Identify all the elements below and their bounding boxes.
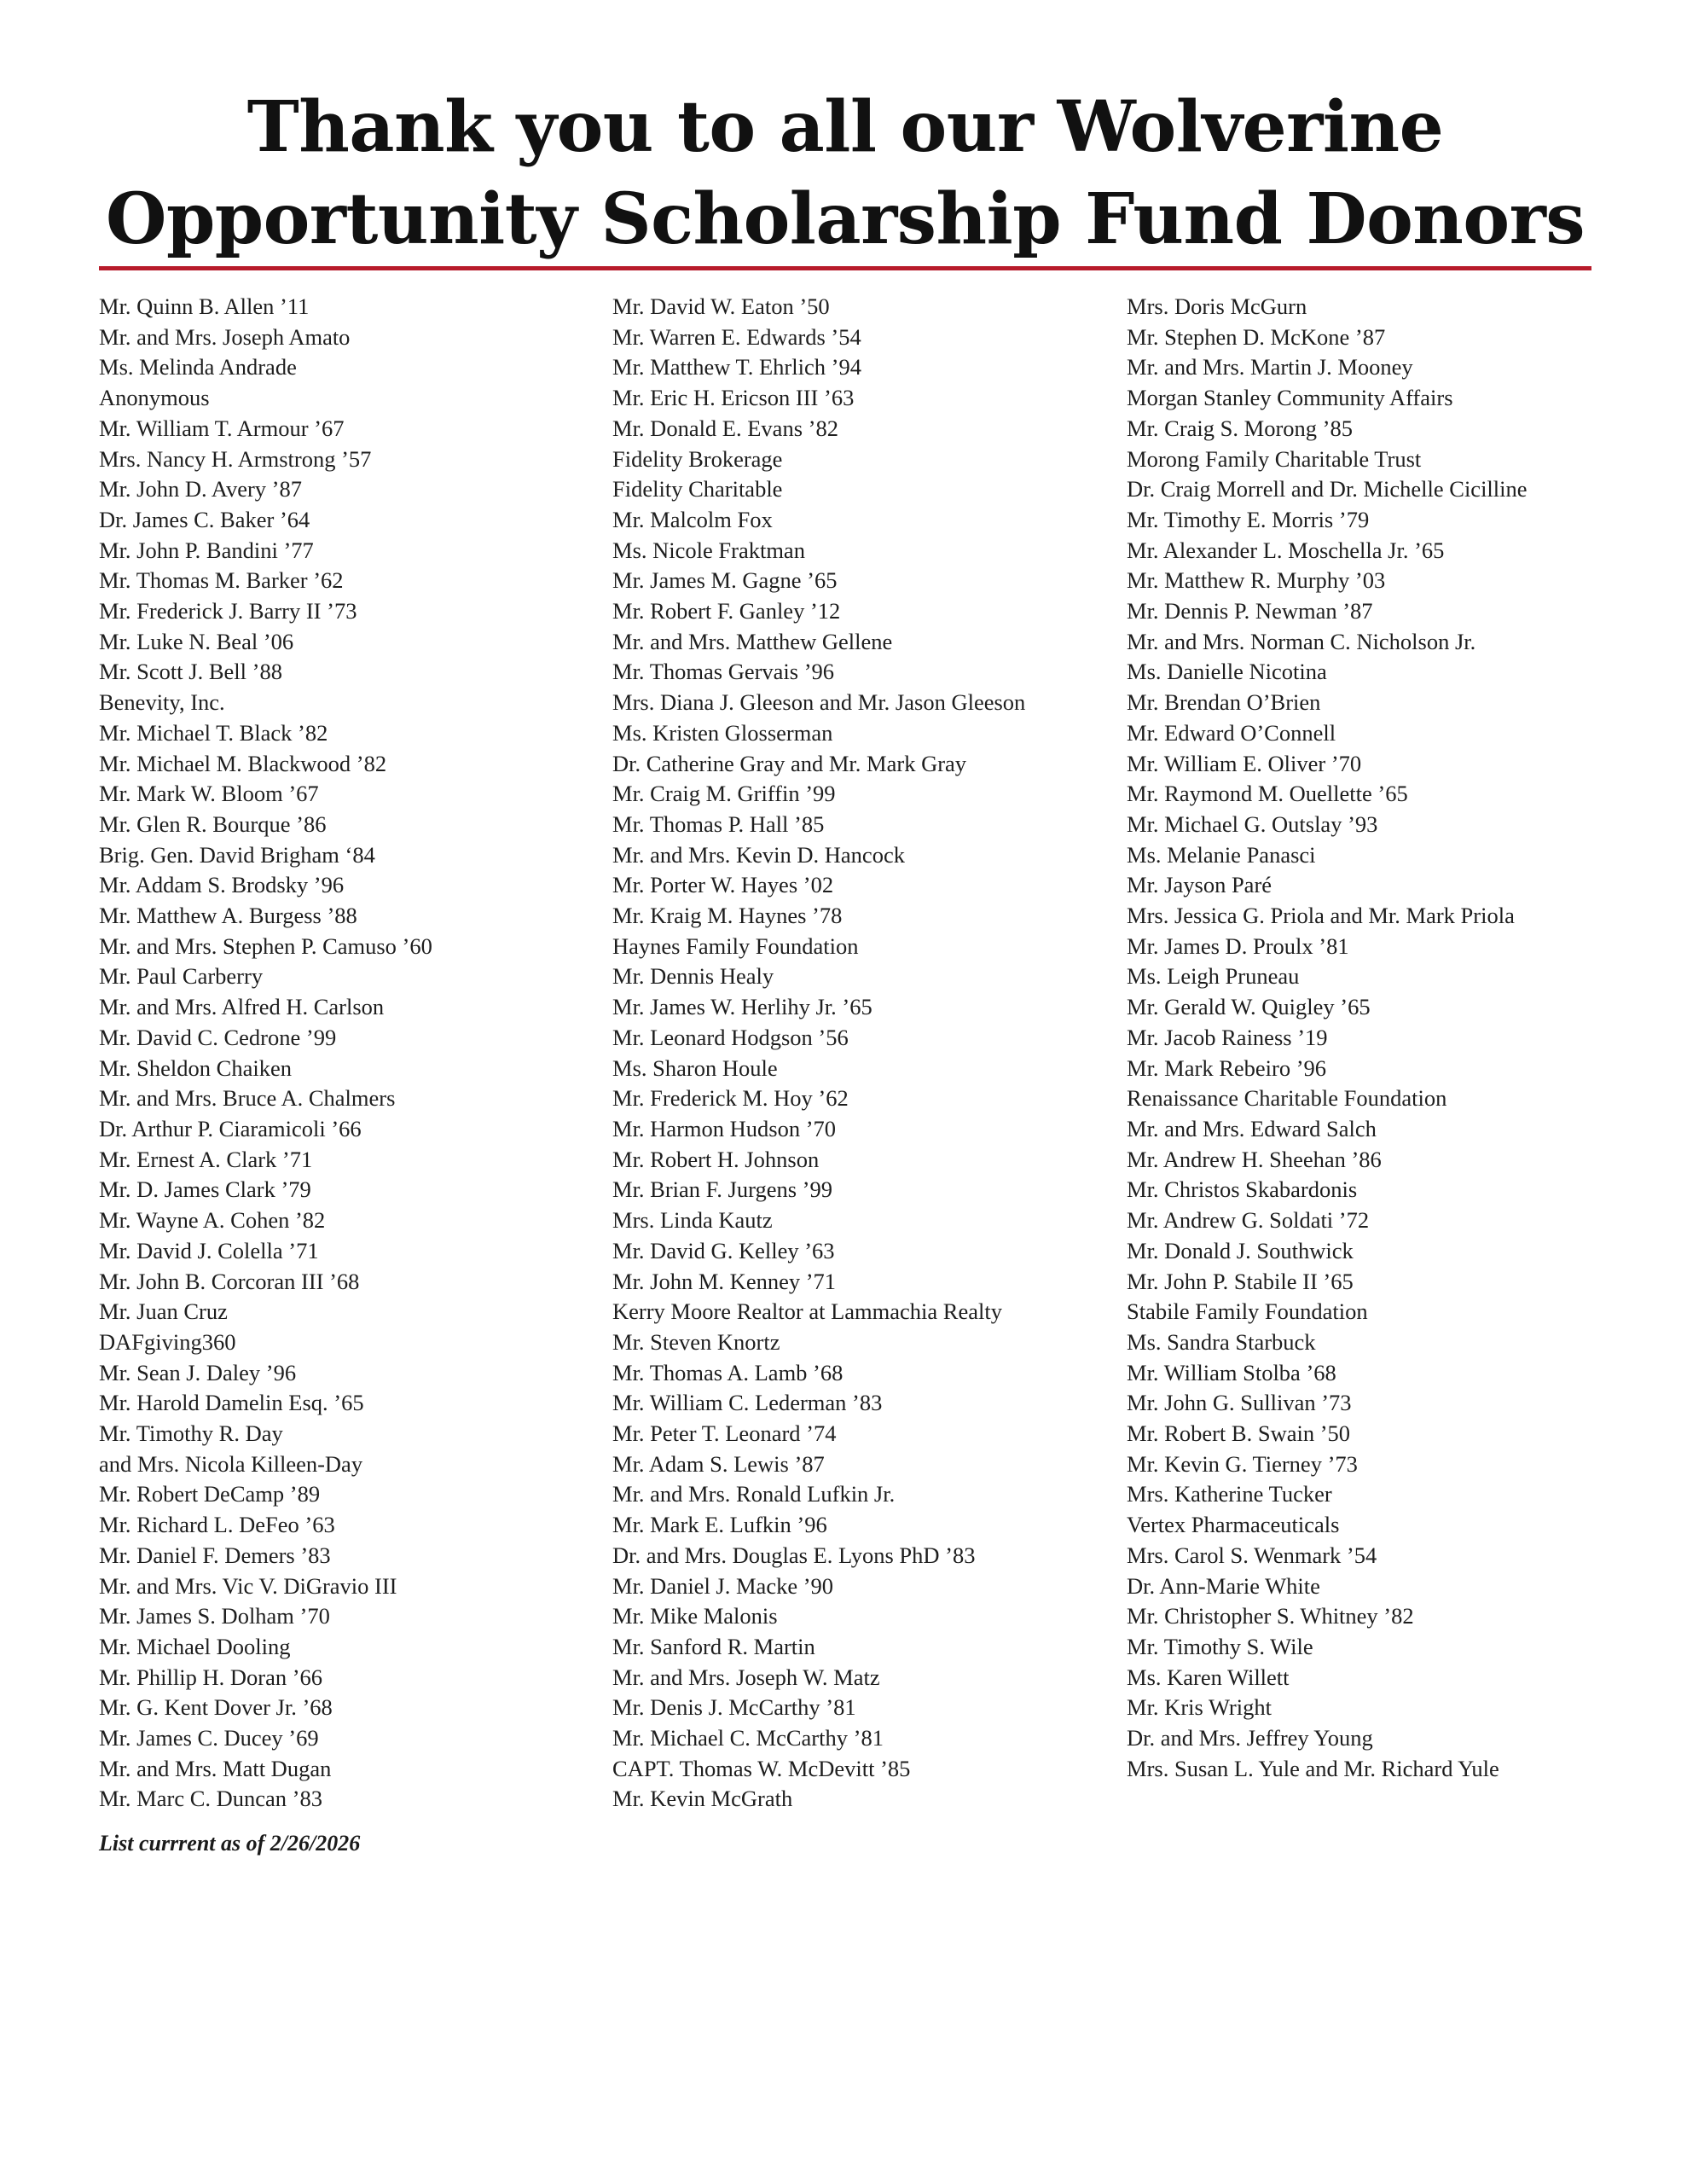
donor-name: Mrs. Susan L. Yule and Mr. Richard Yule <box>1127 1755 1499 1781</box>
donor-name: Dr. and Mrs. Douglas E. Lyons PhD ’83 <box>612 1542 976 1568</box>
donor-name: Mr. Thomas P. Hall ’85 <box>612 810 825 837</box>
donor-name: Mr. Marc C. Duncan ’83 <box>99 1786 322 1812</box>
donor-name: Mr. Mark Rebeiro ’96 <box>1127 1054 1327 1081</box>
donor-name: Mr. Adam S. Lewis ’87 <box>612 1450 825 1477</box>
donor-name: Mr. David J. Colella ’71 <box>99 1237 319 1263</box>
donor-name: Mr. G. Kent Dover Jr. ’68 <box>99 1694 333 1721</box>
donor-name: Fidelity Charitable <box>612 476 783 502</box>
donor-name: Morong Family Charitable Trust <box>1127 445 1422 472</box>
donor-name: Mr. Harmon Hudson ’70 <box>612 1115 837 1141</box>
donor-name: Renaissance Charitable Foundation <box>1127 1085 1447 1112</box>
donor-name: Mr. Mike Malonis <box>612 1603 778 1629</box>
donor-name: Ms. Danielle Nicotina <box>1127 659 1327 685</box>
donor-name: Mr. Sanford R. Martin <box>612 1633 815 1659</box>
donor-name: Dr. Craig Morrell and Dr. Michelle Cicilline <box>1127 476 1528 502</box>
donor-name: Mr. James D. Proulx ’81 <box>1127 932 1349 959</box>
donor-name: Mr. David W. Eaton ’50 <box>612 293 830 319</box>
donor-name: Ms. Karen Willett <box>1127 1664 1290 1690</box>
donor-column-1 <box>99 292 432 1815</box>
donor-name: Mr. John G. Sullivan ’73 <box>1127 1390 1352 1416</box>
donor-name: Mr. Wayne A. Cohen ’82 <box>99 1207 326 1234</box>
donor-name: Morgan Stanley Community Affairs <box>1127 385 1453 411</box>
donor-name: Mr. Harold Damelin Esq. ’65 <box>99 1390 364 1416</box>
donor-name: Mr. and Mrs. Joseph W. Matz <box>612 1664 880 1690</box>
donor-name: Mr. Sheldon Chaiken <box>99 1054 292 1081</box>
donor-name: Vertex Pharmaceuticals <box>1127 1512 1340 1538</box>
donor-name: Stabile Family Foundation <box>1127 1298 1368 1325</box>
donor-name: Mr. John M. Kenney ’71 <box>612 1268 837 1294</box>
donor-name: Mr. Steven Knortz <box>612 1328 780 1355</box>
donor-name: Mr. Timothy E. Morris ’79 <box>1127 506 1370 532</box>
donor-name: Mr. Andrew G. Soldati ’72 <box>1127 1207 1370 1234</box>
donor-name: Mr. Paul Carberry <box>99 963 264 990</box>
donor-name: Mr. Luke N. Beal ’06 <box>99 628 294 654</box>
donor-name: Mr. and Mrs. Matt Dugan <box>99 1755 332 1781</box>
donor-name: Dr. Ann-Marie White <box>1127 1572 1320 1599</box>
donor-name: Mrs. Nancy H. Armstrong ’57 <box>99 445 372 472</box>
donor-name: Mr. Mark E. Lufkin ’96 <box>612 1512 827 1538</box>
donor-name: Mr. Porter W. Hayes ’02 <box>612 872 834 898</box>
donor-name: Mr. Michael M. Blackwood ’82 <box>99 750 387 776</box>
donor-name: Mrs. Katherine Tucker <box>1127 1481 1332 1507</box>
donor-name: Mr. and Mrs. Norman C. Nicholson Jr. <box>1127 628 1476 654</box>
donor-name: Mrs. Jessica G. Priola and Mr. Mark Priola <box>1127 903 1515 929</box>
donor-column-2 <box>612 292 1025 1815</box>
donor-name: Mr. John B. Corcoran III ’68 <box>99 1268 360 1294</box>
donor-name: Mr. and Mrs. Alfred H. Carlson <box>99 994 385 1020</box>
title-line-2: Opportunity Scholarship Fund Donors <box>106 178 1585 260</box>
donor-name: Mr. Daniel J. Macke ’90 <box>612 1572 834 1599</box>
donor-name: Mr. Timothy R. Day <box>99 1420 283 1447</box>
donor-name: Mr. Donald J. Southwick <box>1127 1237 1354 1263</box>
donor-name: Kerry Moore Realtor at Lammachia Realty <box>612 1298 1002 1325</box>
donor-name: DAFgiving360 <box>99 1328 236 1355</box>
donor-name: Mr. Thomas A. Lamb ’68 <box>612 1359 844 1385</box>
donor-name: Mr. David G. Kelley ’63 <box>612 1237 835 1263</box>
donor-name: Benevity, Inc. <box>99 689 225 716</box>
donor-name: Mr. Michael T. Black ’82 <box>99 719 328 746</box>
donor-name: Mr. Matthew T. Ehrlich ’94 <box>612 354 861 380</box>
donor-name: Mr. Quinn B. Allen ’11 <box>99 293 310 319</box>
donor-name: Mr. Daniel F. Demers ’83 <box>99 1542 331 1568</box>
donor-name: Mr. Kevin G. Tierney ’73 <box>1127 1450 1358 1477</box>
donor-name: Ms. Kristen Glosserman <box>612 719 833 746</box>
donor-name: Mr. Robert F. Ganley ’12 <box>612 598 841 624</box>
donor-name: Haynes Family Foundation <box>612 932 859 959</box>
donor-name: Mr. Leonard Hodgson ’56 <box>612 1024 849 1050</box>
donor-name: Mr. Raymond M. Ouellette ’65 <box>1127 781 1408 807</box>
donor-name: Mr. Craig S. Morong ’85 <box>1127 415 1353 441</box>
donor-name: Mr. William Stolba ’68 <box>1127 1359 1336 1385</box>
donor-name: Dr. Catherine Gray and Mr. Mark Gray <box>612 750 967 776</box>
donor-name: Mr. Michael G. Outslay ’93 <box>1127 810 1378 837</box>
donor-name: Mr. Peter T. Leonard ’74 <box>612 1420 837 1447</box>
donor-name: Mr. Donald E. Evans ’82 <box>612 415 838 441</box>
donor-name: Mr. Christopher S. Whitney ’82 <box>1127 1603 1414 1629</box>
donor-name: Mr. David C. Cedrone ’99 <box>99 1024 337 1050</box>
donor-name: Mr. D. James Clark ’79 <box>99 1176 311 1203</box>
donor-name: Ms. Nicole Fraktman <box>612 537 805 563</box>
donor-name: Mr. Frederick M. Hoy ’62 <box>612 1085 849 1112</box>
donor-name: Ms. Melinda Andrade <box>99 354 297 380</box>
donor-name: Mr. Robert DeCamp ’89 <box>99 1481 321 1507</box>
donor-name: Mr. Glen R. Bourque ’86 <box>99 810 327 837</box>
title-divider <box>99 266 1591 270</box>
donor-name: Mr. Matthew R. Murphy ’03 <box>1127 567 1386 594</box>
donor-name: Mr. William T. Armour ’67 <box>99 415 345 441</box>
donor-name: Mr. John P. Stabile II ’65 <box>1127 1268 1354 1294</box>
donor-name: Mr. Phillip H. Doran ’66 <box>99 1664 323 1690</box>
donor-name: Mr. Dennis Healy <box>612 963 774 990</box>
page-title <box>94 81 1597 265</box>
donor-name: Mr. Scott J. Bell ’88 <box>99 659 282 685</box>
donor-name: Mrs. Diana J. Gleeson and Mr. Jason Gleeson <box>612 689 1026 716</box>
donor-name: Mr. Michael C. McCarthy ’81 <box>612 1725 884 1751</box>
donor-name: Mr. and Mrs. Edward Salch <box>1127 1115 1377 1141</box>
donor-name: Mrs. Linda Kautz <box>612 1207 773 1234</box>
donor-name: Mr. Dennis P. Newman ’87 <box>1127 598 1373 624</box>
donor-name: Mr. and Mrs. Martin J. Mooney <box>1127 354 1413 380</box>
donor-name: Dr. and Mrs. Jeffrey Young <box>1127 1725 1373 1751</box>
donor-name: Ms. Leigh Pruneau <box>1127 963 1300 990</box>
donor-name: Mr. Kris Wright <box>1127 1694 1272 1721</box>
donor-name: Mr. and Mrs. Matthew Gellene <box>612 628 893 654</box>
donor-name: Mr. Denis J. McCarthy ’81 <box>612 1694 856 1721</box>
title-line-1: Thank you to all our Wolverine <box>246 86 1444 168</box>
donor-name: Mr. and Mrs. Joseph Amato <box>99 323 351 350</box>
donor-name: Mr. Juan Cruz <box>99 1298 228 1325</box>
donor-name: Mr. Jacob Rainess ’19 <box>1127 1024 1328 1050</box>
donor-column-3 <box>1127 292 1528 1784</box>
donor-name: Mr. Addam S. Brodsky ’96 <box>99 872 345 898</box>
donor-name: Mr. Robert H. Johnson <box>612 1146 820 1172</box>
donor-name: Mr. Malcolm Fox <box>612 506 773 532</box>
donor-name: Mr. Andrew H. Sheehan ’86 <box>1127 1146 1382 1172</box>
donor-name: Mr. Brian F. Jurgens ’99 <box>612 1176 832 1203</box>
donor-name: Mr. Thomas M. Barker ’62 <box>99 567 344 594</box>
donor-name: Dr. James C. Baker ’64 <box>99 506 310 532</box>
donor-name: Mrs. Doris McGurn <box>1127 293 1307 319</box>
donor-name: Mr. and Mrs. Vic V. DiGravio III <box>99 1572 397 1599</box>
donor-name: Mr. James W. Herlihy Jr. ’65 <box>612 994 872 1020</box>
donor-name: Dr. Arthur P. Ciaramicoli ’66 <box>99 1115 362 1141</box>
donor-name: Ms. Melanie Panasci <box>1127 841 1316 868</box>
donor-name: Ms. Sandra Starbuck <box>1127 1328 1316 1355</box>
donor-name: Mr. Christos Skabardonis <box>1127 1176 1358 1203</box>
donor-name: Mr. Alexander L. Moschella Jr. ’65 <box>1127 537 1445 563</box>
donor-name: CAPT. Thomas W. McDevitt ’85 <box>612 1755 911 1781</box>
donor-name: Mr. Warren E. Edwards ’54 <box>612 323 861 350</box>
donor-name: Mr. Richard L. DeFeo ’63 <box>99 1512 335 1538</box>
donor-name: Mr. and Mrs. Ronald Lufkin Jr. <box>612 1481 896 1507</box>
donor-name: Mr. James S. Dolham ’70 <box>99 1603 330 1629</box>
donor-name: Mr. Frederick J. Barry II ’73 <box>99 598 357 624</box>
donor-name: Mr. Ernest A. Clark ’71 <box>99 1146 313 1172</box>
donor-name: Anonymous <box>99 385 210 411</box>
donor-name: Mr. Michael Dooling <box>99 1633 291 1659</box>
donor-name: Mr. Robert B. Swain ’50 <box>1127 1420 1351 1447</box>
donor-name: Mr. Jayson Paré <box>1127 872 1272 898</box>
donor-name: Mr. Matthew A. Burgess ’88 <box>99 903 357 929</box>
donor-name: Fidelity Brokerage <box>612 445 783 472</box>
donor-name: Mr. William E. Oliver ’70 <box>1127 750 1362 776</box>
donor-name: Mr. Edward O’Connell <box>1127 719 1336 746</box>
donor-name: Mr. Kevin McGrath <box>612 1786 793 1812</box>
donor-name: Mr. Kraig M. Haynes ’78 <box>612 903 843 929</box>
donor-name: Ms. Sharon Houle <box>612 1054 778 1081</box>
donor-name: Mr. William C. Lederman ’83 <box>612 1390 883 1416</box>
donor-name: Mr. Eric H. Ericson III ’63 <box>612 385 855 411</box>
donor-name: Brig. Gen. David Brigham ‘84 <box>99 841 375 868</box>
donor-name: Mr. John P. Bandini ’77 <box>99 537 314 563</box>
donor-name: Mr. Mark W. Bloom ’67 <box>99 781 319 807</box>
donor-name: Mr. Thomas Gervais ’96 <box>612 659 835 685</box>
donor-name: Mr. and Mrs. Kevin D. Hancock <box>612 841 905 868</box>
donor-name: Mr. John D. Avery ’87 <box>99 476 302 502</box>
donor-name: Mr. and Mrs. Bruce A. Chalmers <box>99 1085 396 1112</box>
donor-name: and Mrs. Nicola Killeen-Day <box>99 1450 363 1477</box>
donor-name: Mr. Gerald W. Quigley ’65 <box>1127 994 1371 1020</box>
donor-name: Mr. James M. Gagne ’65 <box>612 567 838 594</box>
donor-name: Mr. James C. Ducey ’69 <box>99 1725 319 1751</box>
donor-name: Mr. and Mrs. Stephen P. Camuso ’60 <box>99 932 432 959</box>
list-date-note: List currrent as of 2/26/2026 <box>99 1831 361 1856</box>
donor-name: Mr. Brendan O’Brien <box>1127 689 1321 716</box>
donor-name: Mr. Sean J. Daley ’96 <box>99 1359 297 1385</box>
donor-name: Mrs. Carol S. Wenmark ’54 <box>1127 1542 1377 1568</box>
donor-name: Mr. Stephen D. McKone ’87 <box>1127 323 1386 350</box>
donor-name: Mr. Timothy S. Wile <box>1127 1633 1313 1659</box>
donor-name: Mr. Craig M. Griffin ’99 <box>612 781 836 807</box>
